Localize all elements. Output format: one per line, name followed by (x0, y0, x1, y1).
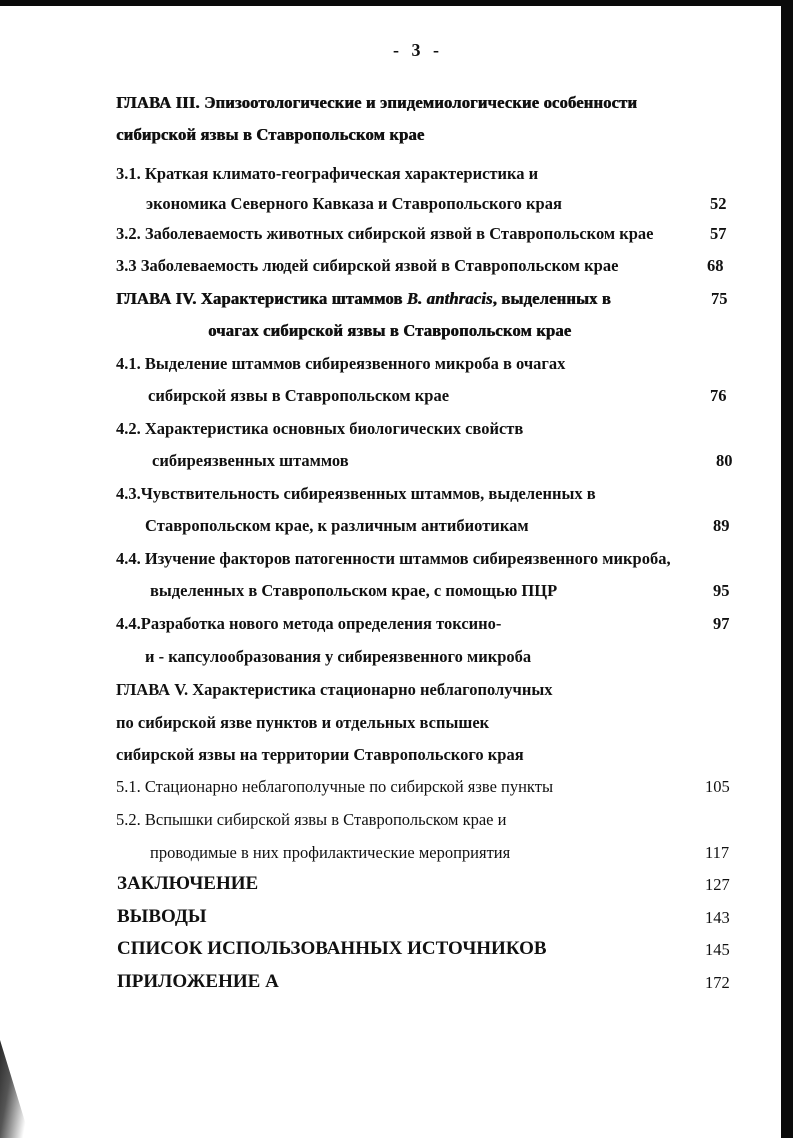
toc-4-4-page: 95 (713, 581, 730, 600)
section-conclusion-page: 127 (705, 875, 730, 894)
toc-5-2-line2: проводимые в них профилактические мероприятия (150, 843, 511, 862)
toc-4-2-page: 80 (716, 451, 733, 470)
toc-4-2-line2: сибиреязвенных штаммов (152, 451, 349, 470)
toc-4-4-line2: выделенных в Ставропольском крае, с помощью ПЦР (150, 581, 558, 600)
section-references: СПИСОК ИСПОЛЬЗОВАННЫХ ИСТОЧНИКОВ (117, 938, 547, 959)
section-appendix-a: ПРИЛОЖЕНИЕ А (117, 971, 279, 992)
toc-4-4-line1: 4.4. Изучение факторов патогенности штаммов сибиреязвенного микроба, (116, 549, 671, 568)
toc-4-4b-line2: и - капсулообразования у сибиреязвенного микроба (145, 647, 532, 666)
chapter-3-title-line2: сибирской язвы в Ставропольском крае (116, 125, 425, 144)
toc-3-1-line1: 3.1. Краткая климато-географическая характеристика и (116, 164, 539, 183)
toc-4-1-line2: сибирской язвы в Ставропольском крае (148, 386, 450, 405)
page-number: - 3 - (393, 40, 443, 60)
toc-3-1-line2: экономика Северного Кавказа и Ставропольского края (146, 194, 562, 213)
chapter-5-title-line2: по сибирской язве пунктов и отдельных вспышек (116, 713, 490, 732)
scan-edge-top (0, 0, 793, 6)
toc-4-3-line1: 4.3.Чувствительность сибиреязвенных штаммов, выделенных в (116, 484, 596, 503)
toc-5-2-line1: 5.2. Вспышки сибирской язвы в Ставропольском крае и (116, 810, 507, 829)
toc-3-2: 3.2. Заболеваемость животных сибирской язвой в Ставропольском крае (116, 224, 654, 243)
toc-5-2-page: 117 (705, 843, 730, 862)
chapter-5-title-line1: ГЛАВА V. Характеристика стационарно неблагополучных (116, 680, 553, 699)
toc-3-1-page: 52 (710, 194, 727, 213)
toc-4-4b-page: 97 (713, 614, 730, 633)
chapter-5-title-line3: сибирской язвы на территории Ставропольского края (116, 745, 524, 764)
section-references-page: 145 (705, 940, 730, 959)
toc-3-3-page: 68 (707, 256, 724, 275)
chapter-4-title-line2: очагах сибирской язвы в Ставропольском крае (208, 321, 572, 340)
chapter-4-title-prefix: ГЛАВА IV. Характеристика штаммов (116, 289, 407, 308)
toc-4-1-line1: 4.1. Выделение штаммов сибиреязвенного микроба в очагах (116, 354, 566, 373)
section-findings-page: 143 (705, 908, 730, 927)
toc-5-1-page: 105 (705, 777, 730, 796)
toc-4-1-page: 76 (710, 386, 727, 405)
section-conclusion: ЗАКЛЮЧЕНИЕ (117, 873, 259, 894)
toc-5-1: 5.1. Стационарно неблагополучные по сибирской язве пункты (116, 777, 554, 796)
section-appendix-a-page: 172 (705, 973, 730, 992)
chapter-3-title-line1: ГЛАВА III. Эпизоотологические и эпидемиологические особенности (116, 93, 637, 112)
toc-3-2-page: 57 (710, 224, 727, 243)
chapter-4-title-organism: B. anthracis (406, 289, 493, 308)
toc-4-2-line1: 4.2. Характеристика основных биологических свойств (116, 419, 524, 438)
chapter-4-title-suffix: , выделенных в (492, 289, 611, 308)
scan-shadow (0, 1040, 30, 1138)
toc-4-4b-line1: 4.4.Разработка нового метода определения токсино- (116, 614, 502, 633)
toc-4-3-line2: Ставропольском крае, к различным антибиотикам (145, 516, 529, 535)
chapter-4-title-line1 (116, 289, 611, 309)
chapter-4-page: 75 (711, 289, 728, 308)
toc-3-3: 3.3 Заболеваемость людей сибирской язвой в Ставропольском крае (116, 256, 619, 275)
section-findings: ВЫВОДЫ (117, 906, 207, 927)
scan-edge-right (781, 0, 793, 1138)
toc-4-3-page: 89 (713, 516, 730, 535)
